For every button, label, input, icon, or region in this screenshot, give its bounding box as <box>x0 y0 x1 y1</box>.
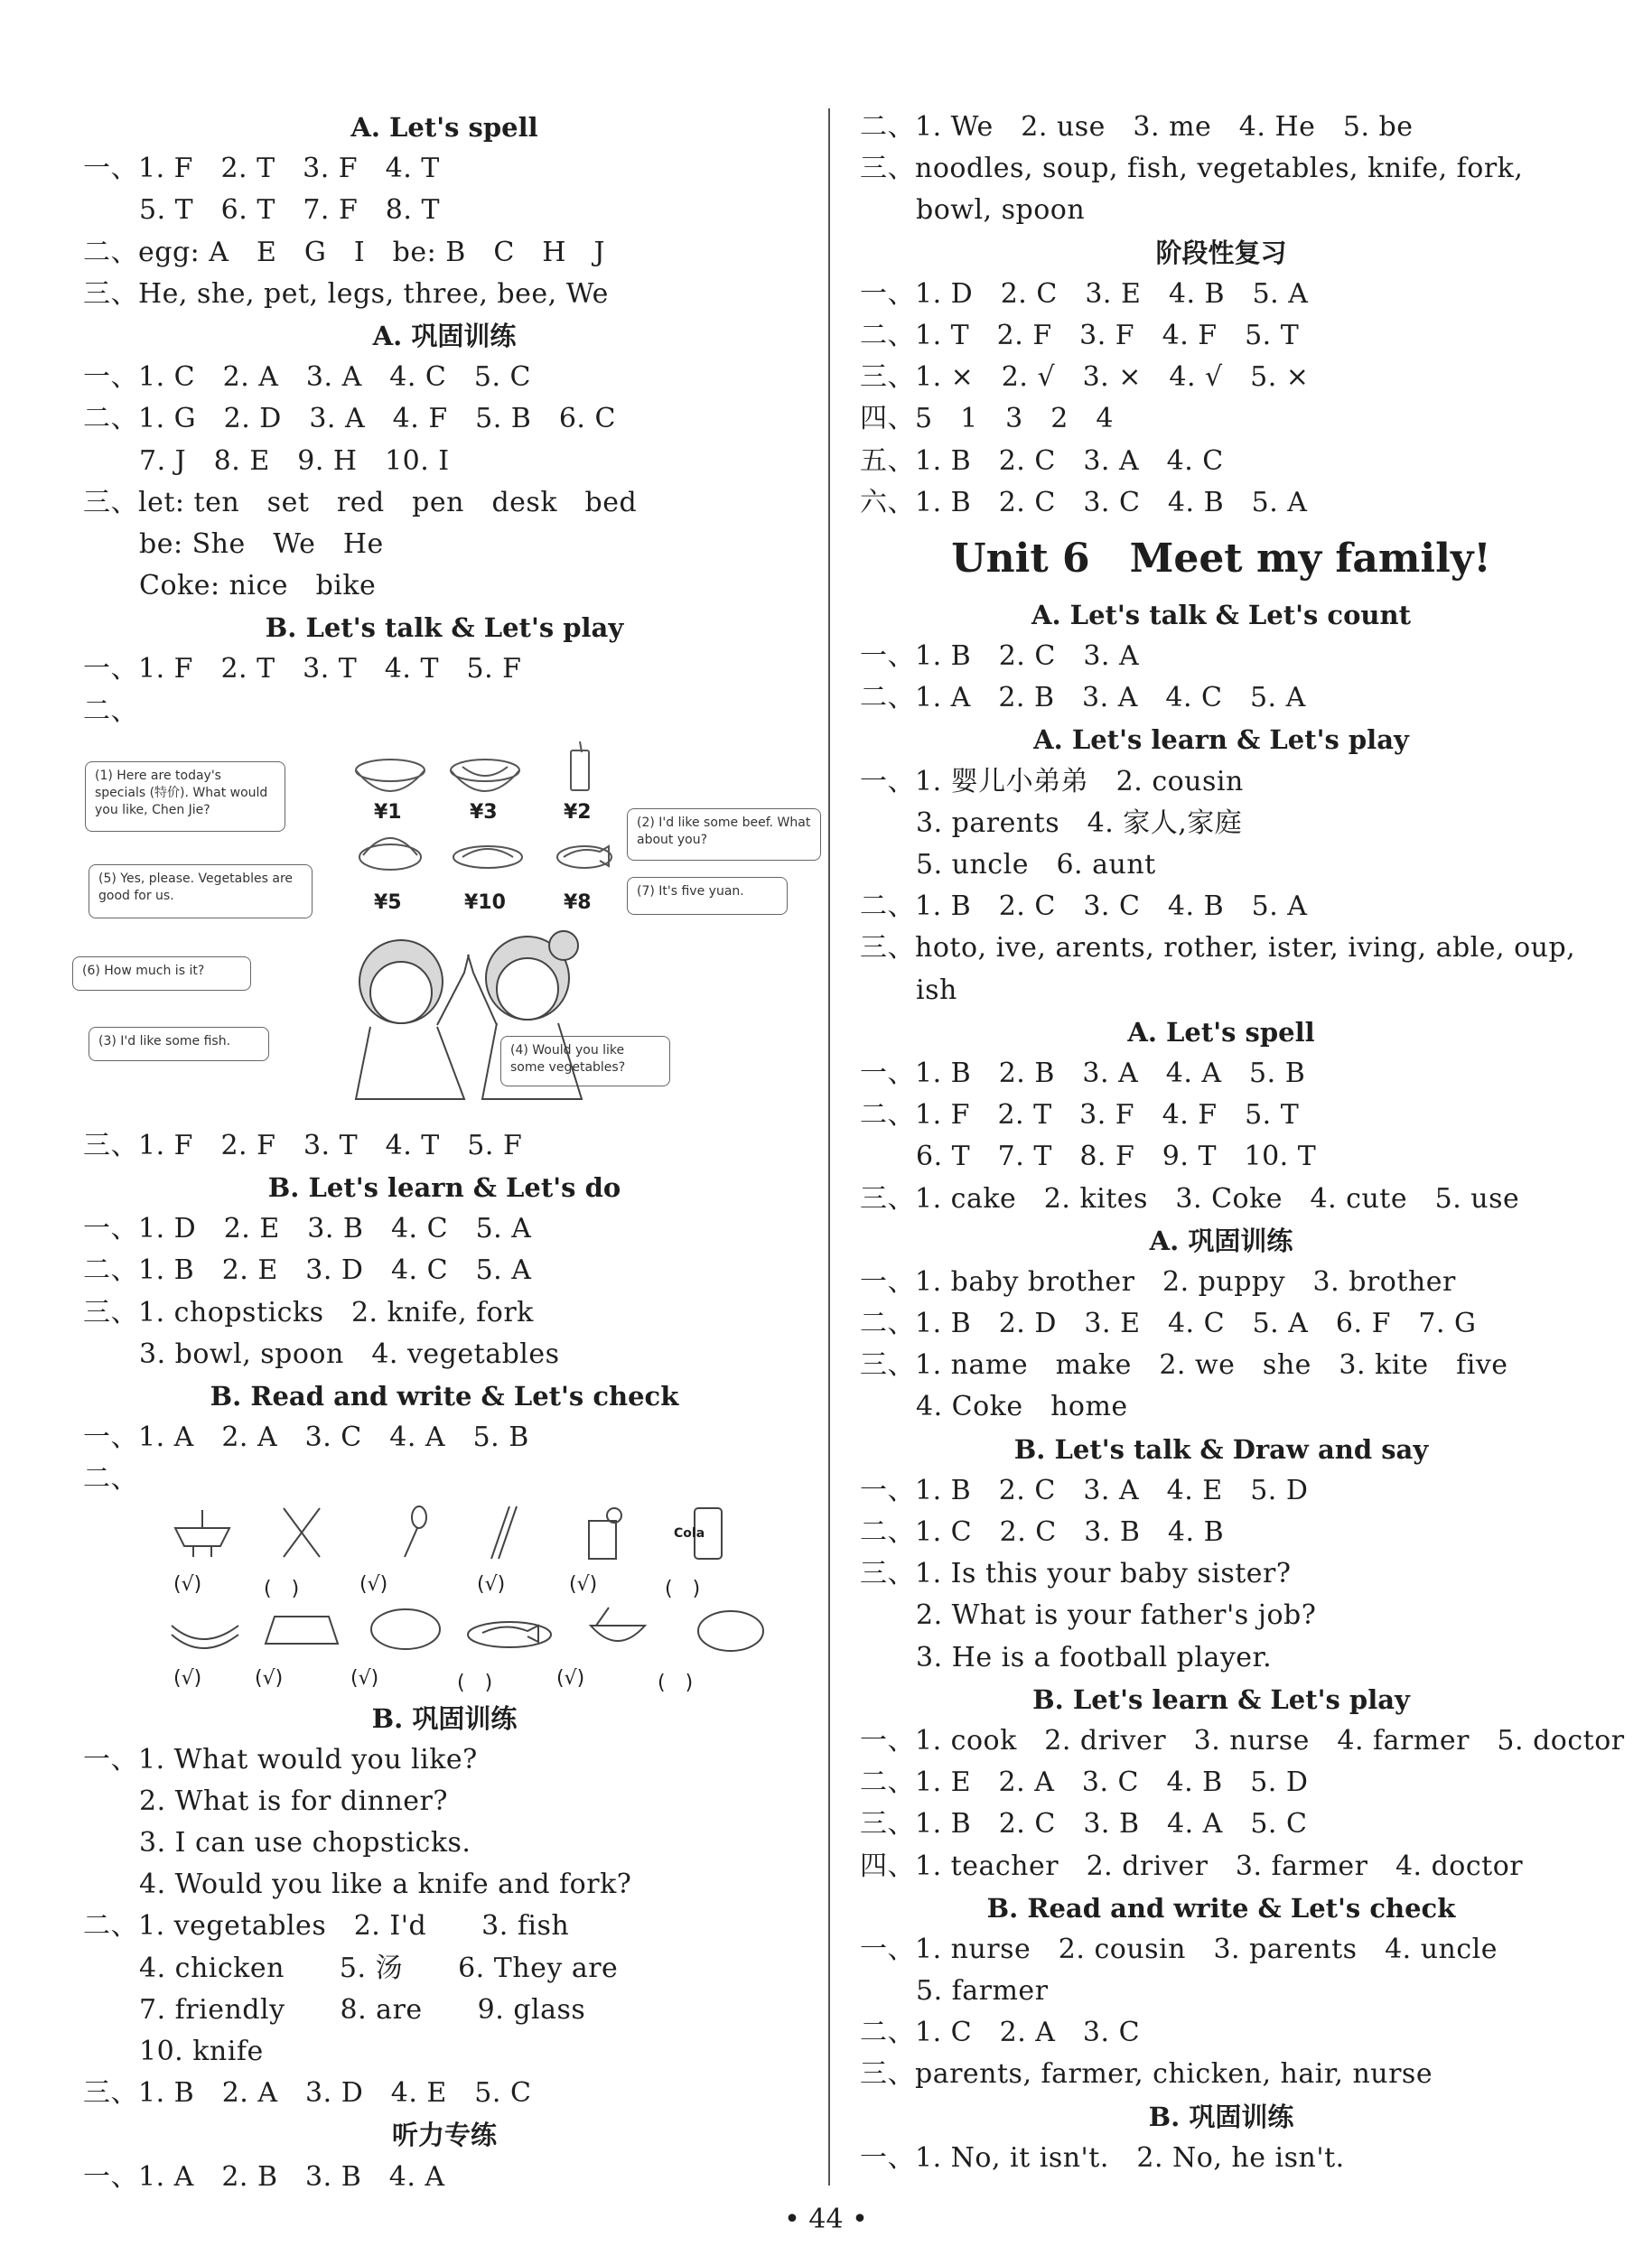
check-mark: ( ) <box>264 1577 300 1600</box>
check-mark: (√) <box>569 1572 598 1596</box>
answer-line: 二、1. B 2. D 3. E 4. C 5. A 6. F 7. G <box>860 1308 1477 1340</box>
column-divider <box>828 108 830 2186</box>
answer-line: 一、1. 婴儿小弟弟 2. cousin <box>860 765 1244 797</box>
price-label: ¥5 <box>374 890 402 914</box>
answer-line: 一、1. D 2. E 3. B 4. C 5. A <box>83 1213 532 1245</box>
answer-line: 一、1. A 2. A 3. C 4. A 5. B <box>83 1421 529 1454</box>
section-heading: B. 巩固训练 <box>371 1702 518 1734</box>
price-label: ¥2 <box>564 800 592 824</box>
answer-line: 三、hoto, ive, arents, rother, ister, iving, able, oup, <box>860 932 1576 965</box>
answer-line: 一、1. F 2. T 3. F 4. T <box>83 153 440 185</box>
answer-line: be: She We He <box>139 527 384 560</box>
answer-line: 三、1. Is this your baby sister? <box>860 1558 1292 1590</box>
answer-line: 2. What is your father's job? <box>916 1599 1317 1632</box>
section-heading: A. 巩固训练 <box>372 320 517 351</box>
answer-line: 二、 <box>83 694 138 727</box>
section-heading: B. Let's talk & Draw and say <box>1013 1433 1429 1465</box>
answer-line: 二、 <box>83 1463 138 1496</box>
answer-line: 一、1. D 2. C 3. E 4. B 5. A <box>860 277 1309 310</box>
answer-line: 5. farmer <box>916 1975 1049 2008</box>
price-label: ¥1 <box>374 800 402 824</box>
answer-line: 三、let: ten set red pen desk bed <box>83 486 638 518</box>
answer-line: 二、1. E 2. A 3. C 4. B 5. D <box>860 1766 1309 1799</box>
answer-line: 10. knife <box>139 2036 264 2067</box>
section-heading: A. Let's spell <box>350 112 538 143</box>
food-row-icon <box>166 1599 817 1662</box>
section-heading: A. Let's learn & Let's play <box>1033 724 1409 756</box>
answer-line: 三、1. B 2. C 3. B 4. A 5. C <box>860 1808 1308 1841</box>
unit-title: Unit 6 Meet my family! <box>951 535 1491 582</box>
answer-line: 三、1. name make 2. we she 3. kite five <box>860 1349 1508 1382</box>
left-column <box>82 107 811 2198</box>
speech-bubble: (2) I'd like some beef. What about you? <box>627 808 821 861</box>
answer-line: 3. I can use chopsticks. <box>139 1827 471 1860</box>
page-number: • 44 • <box>784 2204 868 2235</box>
answer-line: 三、parents, farmer, chicken, hair, nurse <box>860 2058 1433 2091</box>
answer-line: 4. Coke home <box>916 1391 1128 1423</box>
checklist-figure <box>83 1501 806 1698</box>
section-heading: 阶段性复习 <box>1155 237 1287 268</box>
right-column <box>860 107 1625 2179</box>
answer-line: 一、1. B 2. B 3. A 4. A 5. B <box>860 1057 1306 1089</box>
answer-line: 三、1. × 2. √ 3. × 4. √ 5. × <box>860 361 1310 394</box>
answer-line: 3. parents 4. 家人,家庭 <box>916 806 1243 839</box>
answer-line: ish <box>916 974 957 1006</box>
answer-line: 2. What is for dinner? <box>139 1785 448 1817</box>
answer-line: bowl, spoon <box>916 194 1086 227</box>
answer-line: 二、1. A 2. B 3. A 4. C 5. A <box>860 682 1306 714</box>
check-mark: (√) <box>350 1666 379 1690</box>
answer-line: 二、1. vegetables 2. I'd 3. fish <box>83 1910 570 1943</box>
answer-line: 二、1. G 2. D 3. A 4. F 5. B 6. C <box>83 403 616 435</box>
answer-line: 一、1. No, it isn't. 2. No, he isn't. <box>860 2141 1345 2174</box>
answer-line: 一、1. A 2. B 3. B 4. A <box>83 2160 445 2193</box>
price-label: ¥8 <box>564 890 592 914</box>
section-heading: 听力专练 <box>391 2120 497 2151</box>
answer-line: 二、egg: A E G I be: B C H J <box>83 236 605 268</box>
price-label: ¥3 <box>470 800 498 824</box>
answer-line: 一、1. F 2. T 3. T 4. T 5. F <box>83 653 522 685</box>
answer-line: 一、1. C 2. A 3. A 4. C 5. C <box>83 361 531 394</box>
check-mark: ( ) <box>658 1671 694 1694</box>
answer-line: 一、1. nurse 2. cousin 3. parents 4. uncle <box>860 1933 1498 1965</box>
check-mark: (√) <box>556 1666 585 1690</box>
answer-line: 一、1. B 2. C 3. A <box>860 640 1140 673</box>
cola-label: Cola <box>674 1525 705 1541</box>
section-heading: B. Read and write & Let's check <box>986 1892 1456 1924</box>
answer-line: 三、He, she, pet, legs, three, bee, We <box>83 277 609 310</box>
speech-bubble: (1) Here are today's specials (特价). What would you like, Chen Jie? <box>85 761 285 832</box>
section-heading: B. Let's learn & Let's do <box>267 1172 621 1203</box>
answer-line: 7. J 8. E 9. H 10. I <box>139 444 450 477</box>
answer-line: 二、1. F 2. T 3. F 4. F 5. T <box>860 1099 1300 1132</box>
section-heading: B. Let's learn & Let's play <box>1032 1683 1410 1715</box>
answer-line: 一、1. baby brother 2. puppy 3. brother <box>860 1265 1456 1298</box>
answer-line: 7. friendly 8. are 9. glass <box>139 1993 586 2026</box>
speech-bubble: (5) Yes, please. Vegetables are good for us. <box>89 864 313 918</box>
answer-line: 二、1. C 2. A 3. C <box>860 2017 1141 2049</box>
section-heading: B. 巩固训练 <box>1148 2101 1294 2132</box>
answer-line: 一、1. What would you like? <box>83 1743 478 1776</box>
answer-line: 4. Would you like a knife and fork? <box>139 1869 632 1901</box>
answer-line: 4. chicken 5. 汤 6. They are <box>139 1952 619 1984</box>
answer-line: 二、1. B 2. E 3. D 4. C 5. A <box>83 1254 532 1287</box>
section-heading: A. 巩固训练 <box>1149 1225 1293 1256</box>
answer-line: 二、1. B 2. C 3. C 4. B 5. A <box>860 890 1308 923</box>
answer-line: 一、1. B 2. C 3. A 4. E 5. D <box>860 1474 1309 1506</box>
check-mark: (√) <box>359 1572 388 1596</box>
section-heading: B. Read and write & Let's check <box>210 1380 679 1412</box>
answer-line: 三、1. cake 2. kites 3. Coke 4. cute 5. use <box>860 1182 1520 1215</box>
section-heading: A. Let's talk & Let's count <box>1031 599 1411 630</box>
answer-line: Coke: nice bike <box>139 570 377 602</box>
price-label: ¥10 <box>464 890 506 914</box>
speech-bubble: (6) How much is it? <box>72 956 251 991</box>
answer-line: 六、1. B 2. C 3. C 4. B 5. A <box>860 486 1308 518</box>
answer-line: 二、1. C 2. C 3. B 4. B <box>860 1516 1225 1548</box>
section-heading: A. Let's spell <box>1127 1016 1315 1048</box>
answer-line: 3. He is a football player. <box>916 1641 1273 1673</box>
check-mark: (√) <box>477 1572 506 1596</box>
answer-line: 四、5 1 3 2 4 <box>860 403 1114 435</box>
answer-line: 三、1. chopsticks 2. knife, fork <box>83 1296 534 1328</box>
answer-line: 三、1. F 2. F 3. T 4. T 5. F <box>83 1129 523 1161</box>
dialogue-figure <box>82 732 811 1125</box>
answer-line: 3. bowl, spoon 4. vegetables <box>139 1338 560 1370</box>
speech-bubble: (7) It's five yuan. <box>627 877 788 915</box>
speech-bubble: (3) I'd like some fish. <box>89 1027 269 1061</box>
answer-line: 5. T 6. T 7. F 8. T <box>139 194 440 227</box>
answer-line: 6. T 7. T 8. F 9. T 10. T <box>916 1141 1317 1173</box>
answer-line: 二、1. We 2. use 3. me 4. He 5. be <box>860 111 1414 143</box>
section-heading: B. Let's talk & Let's play <box>265 612 624 644</box>
answer-line: 五、1. B 2. C 3. A 4. C <box>860 444 1224 477</box>
check-mark: (√) <box>173 1666 202 1690</box>
answer-line: 三、noodles, soup, fish, vegetables, knife, fork, <box>860 153 1524 185</box>
answer-line: 5. uncle 6. aunt <box>916 849 1156 881</box>
answer-line: 四、1. teacher 2. driver 3. farmer 4. doctor <box>860 1850 1524 1882</box>
check-mark: ( ) <box>665 1577 701 1600</box>
check-mark: ( ) <box>457 1671 493 1694</box>
girls-illustration-icon <box>338 918 627 1108</box>
check-mark: (√) <box>255 1666 284 1690</box>
answer-line: 一、1. cook 2. driver 3. nurse 4. farmer 5. doctor <box>860 1724 1625 1757</box>
tableware-row-icon <box>166 1501 817 1564</box>
answer-line: 二、1. T 2. F 3. F 4. F 5. T <box>860 319 1300 351</box>
answer-line: 三、1. B 2. A 3. D 4. E 5. C <box>83 2077 532 2110</box>
check-mark: (√) <box>173 1572 202 1596</box>
speech-bubble: (4) Would you like some vegetables? <box>500 1036 670 1086</box>
